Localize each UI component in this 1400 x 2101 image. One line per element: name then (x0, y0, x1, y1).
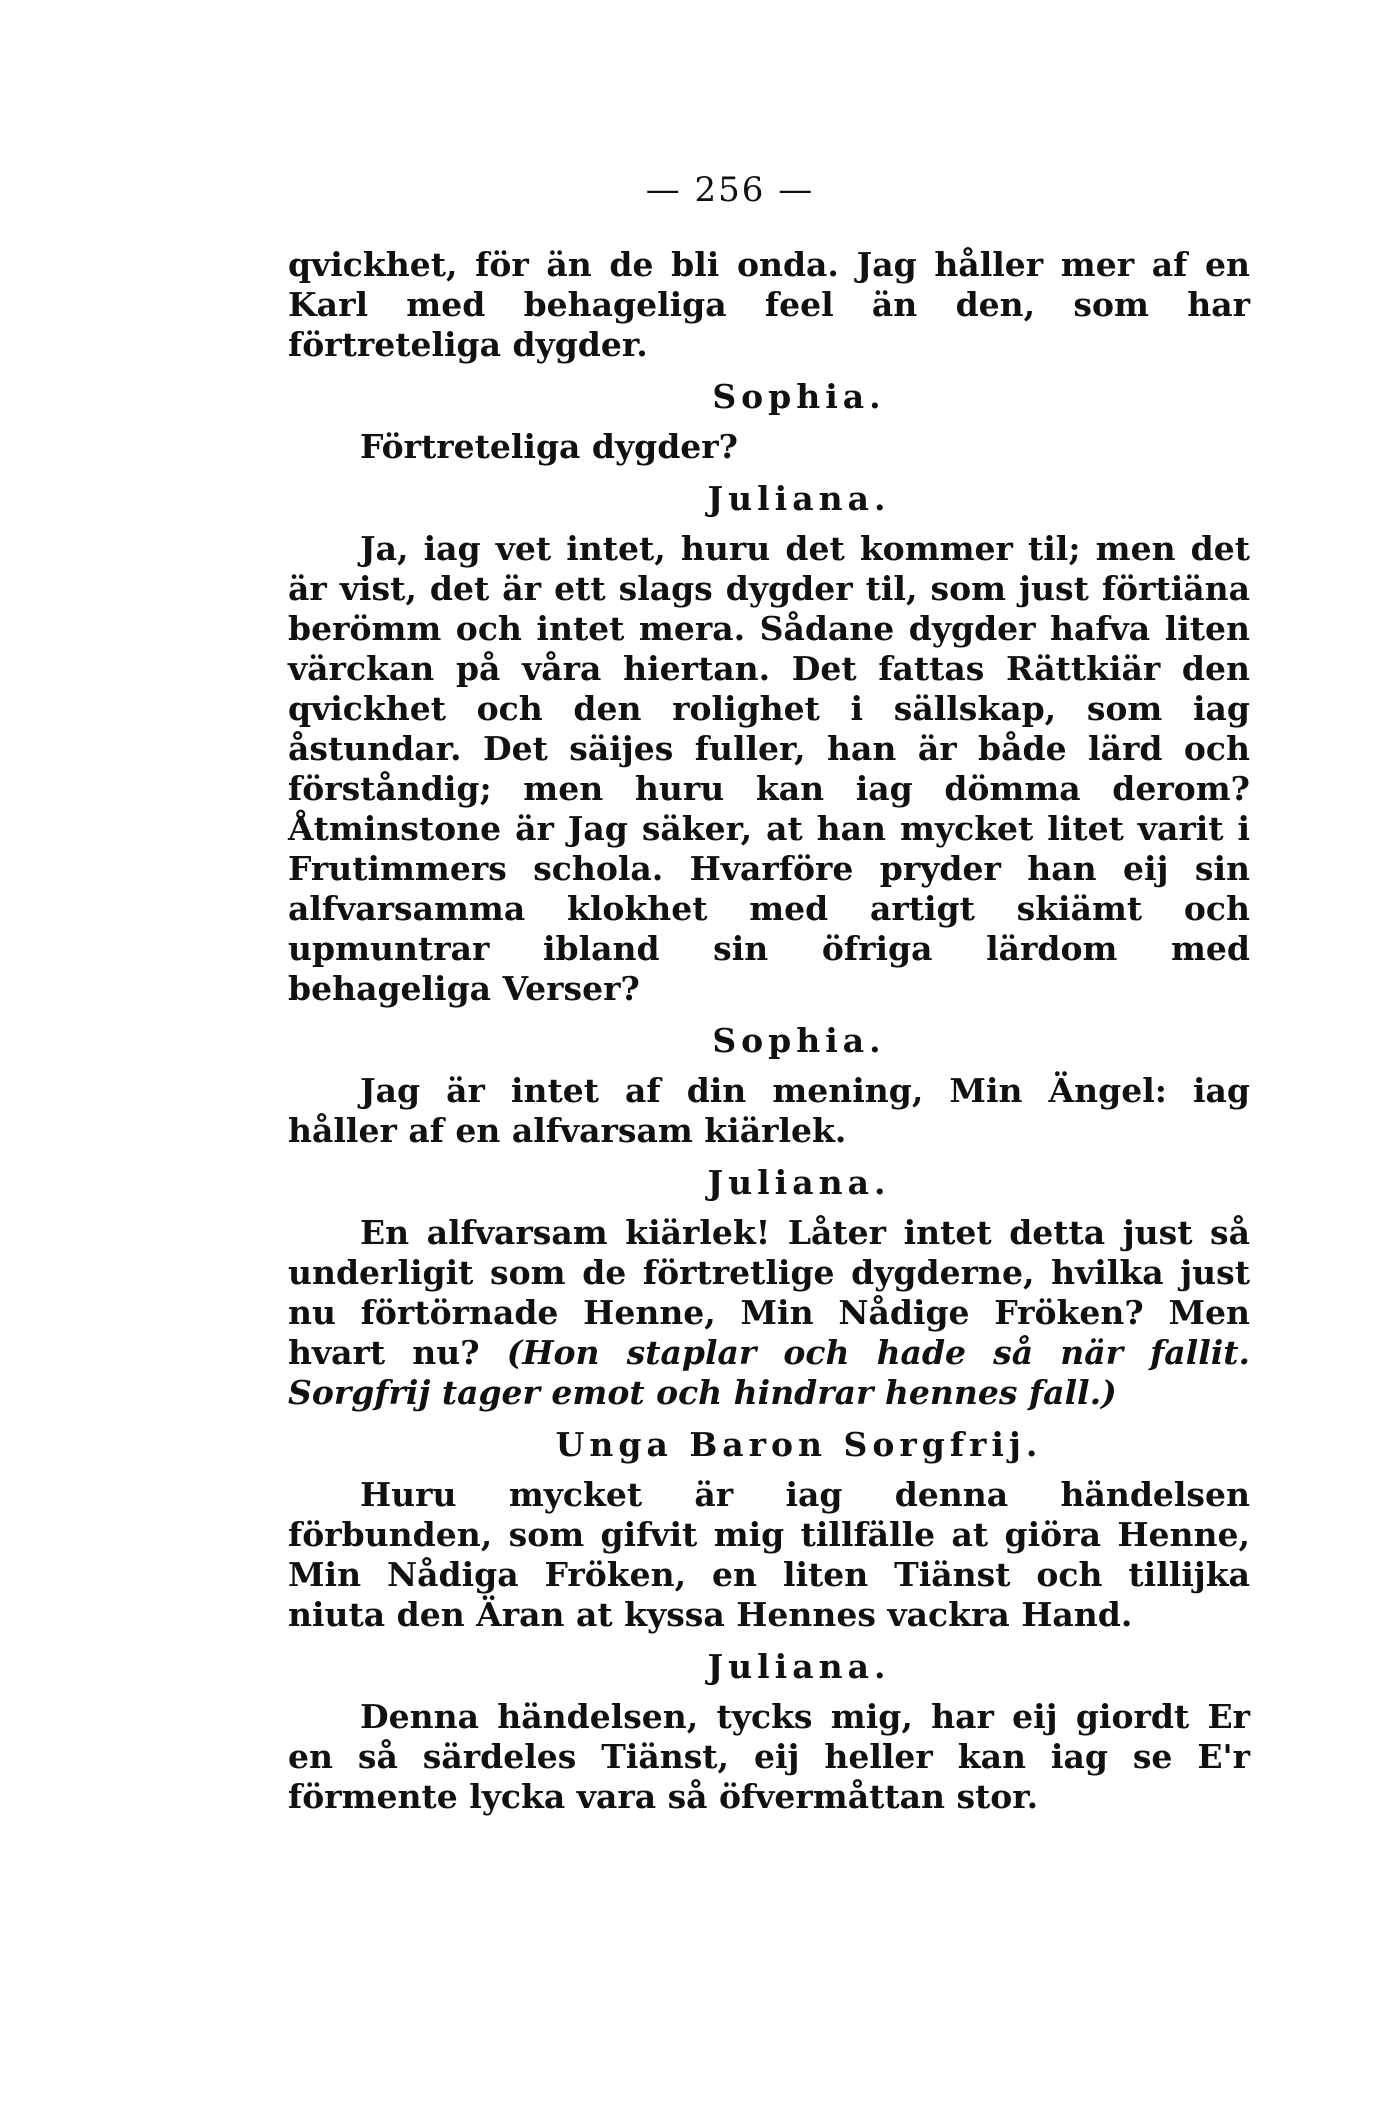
paragraph-6: Huru mycket är iag denna händelsen förbunden, som gifvit mig tillfälle at giöra Henne, Min Nådiga Fröken, en liten Tiänst och tillijka niuta den Äran at kyssa Hennes vackra Hand. (288, 1475, 1250, 1634)
paragraph-3: Ja, iag vet intet, huru det kommer til; men det är vist, det är ett slags dygder til, som just förtiäna berömm och intet mera. Sådane dygder hafva liten värckan på våra hiertan. Det fattas Rättkiär den qvickhet och den rolighet i sällskap, som iag åstundar. Det säijes fuller, han är både lärd och förståndig; men huru kan iag dömma derom? Åtminstone är Jag säker, at han mycket litet varit i Frutimmers schola. Hvarföre pryder han eij sin alfvarsamma klokhet med artigt skiämt och upmuntrar ibland sin öfriga lärdom med behageliga Verser? (288, 529, 1250, 1008)
page-number: — 256 — (645, 170, 815, 210)
speaker-juliana-1: Juliana. (707, 479, 891, 518)
stage-direction: (Hon staplar och hade så när fallit. Sorgfrij tager emot och hindrar hennes fall.) (288, 1333, 1250, 1412)
speaker-sorgfrij: Unga Baron Sorgfrij. (555, 1425, 1043, 1464)
text-column (288, 245, 1250, 1817)
paragraph-7: Denna händelsen, tycks mig, har eij giordt Er en så särdeles Tiänst, eij heller kan iag se E'r förmente lycka vara så öfvermåttan stor. (288, 1697, 1250, 1816)
speaker-sophia-1: Sophia. (712, 377, 886, 416)
speaker-juliana-3: Juliana. (707, 1647, 891, 1686)
paragraph-1: qvickhet, för än de bli onda. Jag håller mer af en Karl med behageliga feel än den, som har förtreteliga dygder. (288, 245, 1250, 364)
paragraph-2: Förtreteliga dygder? (360, 427, 739, 466)
paragraph-5-text: En alfvarsam kiärlek! Låter intet detta just så underligit som de förtretlige dygderne, hvilka just nu förtörnade Henne, Min Nådige Fröken? Men hvart nu? (288, 1213, 1250, 1372)
speaker-sophia-2: Sophia. (712, 1021, 886, 1060)
paragraph-5 (288, 1213, 1250, 1413)
speaker-juliana-2: Juliana. (707, 1163, 891, 1202)
paragraph-4: Jag är intet af din mening, Min Ängel: iag håller af en alfvarsam kiärlek. (288, 1071, 1250, 1150)
